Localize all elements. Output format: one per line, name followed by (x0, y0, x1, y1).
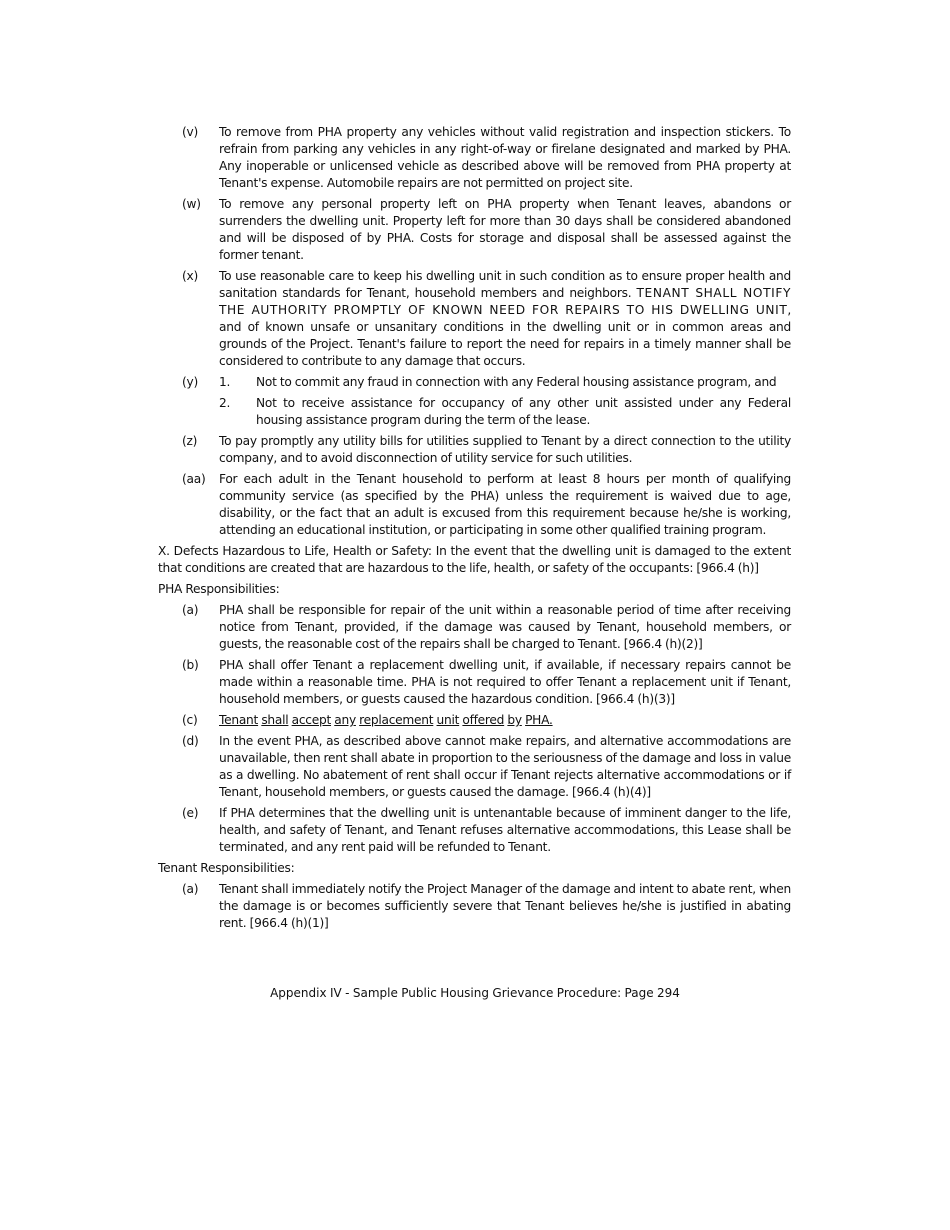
item-text: To remove any personal property left on PHA property when Tenant leaves, abandons or surrenders the dwelling unit. Property left for more than 30 days shall be considered abandoned and will be disposed of by PHA. Costs for storage and disposal shall be assessed against the former tenant. (219, 197, 791, 262)
list-item-w (158, 196, 791, 264)
item-label: (v) (182, 125, 198, 139)
sub-item-number: 1. (219, 375, 231, 389)
item-text: PHA shall offer Tenant a replacement dwelling unit, if available, if necessary repairs cannot be made within a reasonable time. PHA is not required to offer Tenant a replacement unit if Tenant, household members, or guests caused the hazardous condition. [966.4 (h)(3)] (219, 658, 791, 706)
tenant-item-a (158, 881, 791, 932)
list-item-v (158, 124, 791, 192)
item-label: (y) (182, 375, 198, 389)
page-footer: Appendix IV - Sample Public Housing Grievance Procedure: Page 294 (270, 986, 680, 1000)
pha-item-c (158, 712, 791, 729)
document-page (158, 124, 791, 936)
item-label: (b) (182, 658, 199, 672)
item-label: (w) (182, 197, 201, 211)
list-item-y (158, 374, 791, 429)
pha-item-e (158, 805, 791, 856)
underlined-word: replacement (359, 713, 434, 727)
pha-item-b (158, 657, 791, 708)
item-text: Tenant shall immediately notify the Project Manager of the damage and intent to abate rent, when the damage is or becomes sufficiently severe that Tenant believes he/she is justified in abating rent. [966.4 (h)(1)] (219, 882, 791, 930)
pha-item-d (158, 733, 791, 801)
underlined-word: PHA. (525, 713, 553, 727)
item-text: For each adult in the Tenant household to perform at least 8 hours per month of qualifying community service (as specified by the PHA) unless the requirement is waived due to age, disability, or the fact that an adult is excused from this requirement because he/she is working, attending an educational institution, or participating in some other qualified training program. (219, 472, 791, 537)
section-x-paragraph (158, 543, 791, 577)
underlined-word: unit (436, 713, 460, 727)
section-text: In the event that the dwelling unit is damaged to the extent that conditions are created that are hazardous to the life, health, or safety of the occupants: [966.4 (h)] (158, 544, 791, 575)
pha-responsibilities-heading: PHA Responsibilities: (158, 582, 280, 596)
underlined-word: any (334, 713, 356, 727)
sub-item-1 (219, 374, 791, 391)
item-label: (x) (182, 269, 198, 283)
underlined-word: accept (291, 713, 332, 727)
list-item-x (158, 268, 791, 370)
sub-item-number: 2. (219, 396, 231, 410)
underlined-word: by (507, 713, 522, 727)
item-text: In the event PHA, as described above cannot make repairs, and alternative accommodations are unavailable, then rent shall abate in proportion to the seriousness of the damage and loss in value as a dwelling. No abatement of rent shall occur if Tenant rejects alternative accommodations or if Tenant, household members, or guests caused the damage. [966.4 (h)(4)] (219, 734, 791, 799)
item-label: (d) (182, 734, 199, 748)
item-text: If PHA determines that the dwelling unit is untenantable because of imminent danger to the life, health, and safety of Tenant, and Tenant refuses alternative accommodations, this Lease shall be terminated, and any rent paid will be refunded to Tenant. (219, 806, 791, 854)
item-label: (c) (182, 713, 198, 727)
sub-item-text: Not to receive assistance for occupancy of any other unit assisted under any Federal housing assistance program during the term of the lease. (256, 396, 791, 427)
underlined-word: offered (462, 713, 505, 727)
item-text: To pay promptly any utility bills for utilities supplied to Tenant by a direct connection to the utility company, and to avoid disconnection of utility service for such utilities. (219, 434, 791, 465)
pha-item-a (158, 602, 791, 653)
item-label: (e) (182, 806, 199, 820)
underlined-word: shall (261, 713, 289, 727)
item-text: To use reasonable care to keep his dwelling unit in such condition as to ensure proper health and sanitation standards for Tenant, household members and neighbors. (219, 269, 791, 300)
item-label: (a) (182, 603, 199, 617)
item-text-emphasis: TENANT SHALL NOTIFY THE AUTHORITY PROMPTLY OF KNOWN NEED FOR REPAIRS TO HIS DWELLING UNIT (219, 286, 791, 317)
sub-item-2 (219, 395, 791, 429)
list-item-aa (158, 471, 791, 539)
item-label: (aa) (182, 472, 206, 486)
tenant-responsibilities-heading: Tenant Responsibilities: (158, 861, 295, 875)
section-title: X. Defects Hazardous to Life, Health or Safety: (158, 544, 432, 558)
sub-item-text: Not to commit any fraud in connection with any Federal housing assistance program, and (256, 375, 777, 389)
underlined-word: Tenant (219, 713, 259, 727)
item-text: PHA shall be responsible for repair of the unit within a reasonable period of time after receiving notice from Tenant, provided, if the damage was caused by Tenant, household members, or guests, the reasonable cost of the repairs shall be charged to Tenant. [966.4 (h)(2)] (219, 603, 791, 651)
item-text: , and of known unsafe or unsanitary conditions in the dwelling unit or in common areas and grounds of the Project. Tenant's failure to report the need for repairs in a timely manner shall be considered to contribute to any damage that occurs. (219, 303, 791, 368)
item-label: (a) (182, 882, 199, 896)
item-text: To remove from PHA property any vehicles without valid registration and inspection stickers. To refrain from parking any vehicles in any right-of-way or firelane designated and marked by PHA. Any inoperable or unlicensed vehicle as described above will be removed from PHA property at Tenant's expense. Automobile repairs are not permitted on project site. (219, 125, 791, 190)
item-label: (z) (182, 434, 198, 448)
list-item-z (158, 433, 791, 467)
